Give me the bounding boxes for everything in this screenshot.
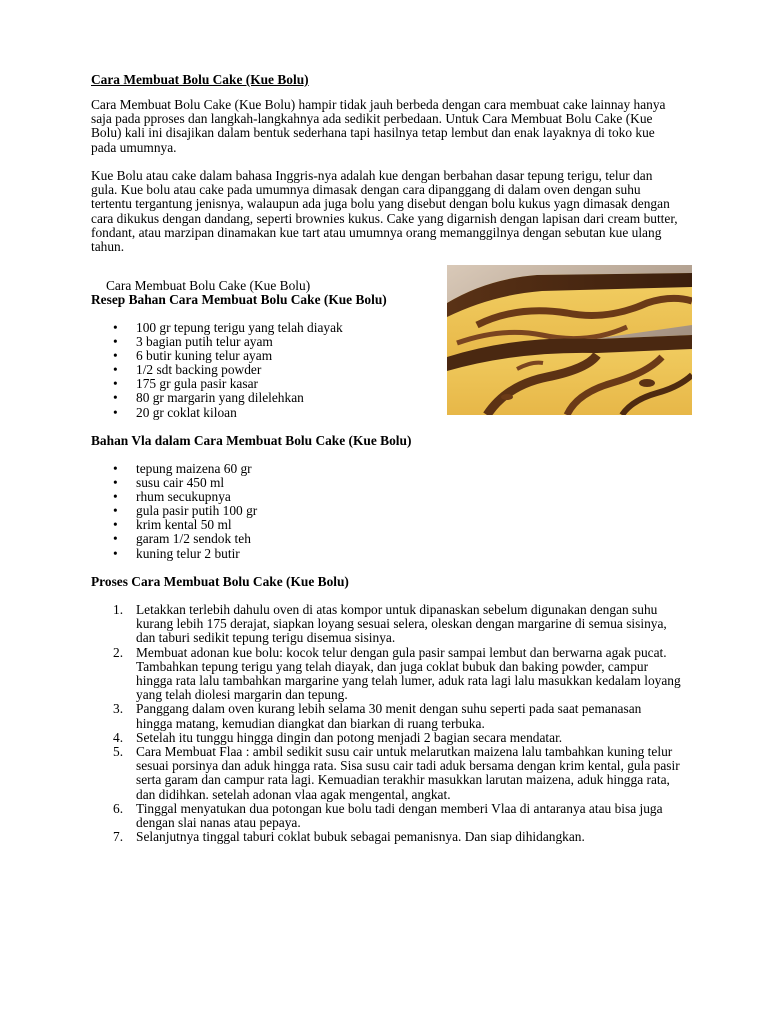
list-item: • 80 gr margarin yang dilelehkan: [91, 391, 343, 405]
process-step: [91, 603, 681, 646]
step-text: Cara Membuat Flaa : ambil sedikit susu cair untuk melarutkan maizena lalu tambahkan kuning telur sesuai porsinya dan aduk hingga rata. Sisa susu cair tadi aduk bersama dengan krim kental, gula pasir serta garam dan campur rata lagi. Kemuadian terakhir masukkan larutan maizena, aduk hingga rata, dan didihkan. setelah adonan vlaa agak mengental, angkat.: [136, 744, 680, 802]
process-step: [91, 802, 681, 830]
step-number: 3.: [113, 701, 124, 717]
list-item: • gula pasir putih 100 gr: [91, 504, 257, 518]
image-caption: Cara Membuat Bolu Cake (Kue Bolu): [106, 278, 311, 293]
list-item: • rhum secukupnya: [91, 490, 257, 504]
document-title: Cara Membuat Bolu Cake (Kue Bolu): [91, 72, 309, 87]
list-item: • susu cair 450 ml: [91, 476, 257, 490]
step-number: 2.: [113, 644, 124, 660]
vla-ingredients-list: [91, 462, 257, 561]
process-step: [91, 745, 681, 802]
marble-cake-photo: [447, 265, 692, 415]
definition-paragraph: Kue Bolu atau cake dalam bahasa Inggris-nya adalah kue dengan berbahan dasar tepung terigu, telur dan gula. Kue bolu atau cake pada umumnya dimasak dengan cara dipanggang di dalam oven dengan suhu tertentu tergantung jenisnya, walaupun ada juga bolu yang disebut dengan bolu kukus yagn dimasak dengan cara dikukus dengan dandang, seperti brownies kukus. Cake yang digarnish dengan lapisan dari cream butter, fondant, atau marzipan dinamakan kue tart atau umumnya orang memanggilnya dengan sebutan kue ulang tahun.: [91, 168, 678, 255]
step-text: Letakkan terlebih dahulu oven di atas kompor untuk dipanaskan sebelum digunakan dengan suhu kurang lebih 175 derajat, siapkan loyang sesuai selera, oleskan dengan margarine di semua sisinya, dan taburi sedikit tepung terigu disemua sisinya.: [136, 602, 667, 646]
process-step: [91, 702, 681, 730]
step-number: 6.: [113, 800, 124, 816]
step-number: 7.: [113, 829, 124, 845]
vla-heading: Bahan Vla dalam Cara Membuat Bolu Cake (Kue Bolu): [91, 433, 412, 448]
list-item: • 3 bagian putih telur ayam: [91, 335, 343, 349]
list-item: • 175 gr gula pasir kasar: [91, 377, 343, 391]
step-text: Membuat adonan kue bolu: kocok telur dengan gula pasir sampai lembut dan berwarna agak pucat. Tambahkan tepung terigu yang telah diayak, dan juga coklat bubuk dan baking powder, campur hingga rata lalu tambahkan margarine yang telah lumer, aduk rata lagi lalu masukkan kedalam loyang yang telah diolesi margarin dan tepung.: [136, 644, 681, 703]
list-item: • tepung maizena 60 gr: [91, 462, 257, 476]
process-step: [91, 646, 681, 703]
ingredients-list: [91, 321, 343, 420]
list-item: • 20 gr coklat kiloan: [91, 406, 343, 420]
process-step: [91, 830, 681, 844]
ingredients-heading: Resep Bahan Cara Membuat Bolu Cake (Kue Bolu): [91, 292, 387, 307]
process-steps-list: [91, 603, 681, 844]
step-text: Setelah itu tunggu hingga dingin dan potong menjadi 2 bagian secara mendatar.: [136, 729, 563, 745]
step-text: Selanjutnya tinggal taburi coklat bubuk sebagai pemanisnya. Dan siap dihidangkan.: [136, 829, 585, 845]
list-item: • krim kental 50 ml: [91, 518, 257, 532]
list-item: • kuning telur 2 butir: [91, 547, 257, 561]
step-text: Panggang dalam oven kurang lebih selama 30 menit dengan suhu seperti pada saat pemanasan hingga matang, kemudian diangkat dan biarkan di ruang terbuka.: [136, 701, 642, 731]
intro-paragraph: Cara Membuat Bolu Cake (Kue Bolu) hampir tidak jauh berbeda dengan cara membuat cake lainnay hanya saja pada pproses dan langkah-langkahnya ada sedikit perbedaan. Untuk Cara Membuat Bolu Cake (Kue Bolu) kali ini disajikan dalam bentuk sederhana tapi hasilnya tetap lembut dan enak layaknya di toko kue pada umumnya.: [91, 97, 666, 155]
list-item: • garam 1/2 sendok teh: [91, 532, 257, 546]
list-item: • 6 butir kuning telur ayam: [91, 349, 343, 363]
list-item: • 1/2 sdt backing powder: [91, 363, 343, 377]
step-number: 5.: [113, 744, 124, 760]
step-number: 1.: [113, 602, 124, 617]
list-item: • 100 gr tepung terigu yang telah diayak: [91, 321, 343, 335]
process-heading: Proses Cara Membuat Bolu Cake (Kue Bolu): [91, 574, 349, 589]
step-text: Tinggal menyatukan dua potongan kue bolu tadi dengan memberi Vlaa di antaranya atau bisa juga dengan slai nanas atau pepaya.: [136, 800, 663, 831]
step-number: 4.: [113, 729, 124, 745]
process-step: [91, 731, 681, 745]
